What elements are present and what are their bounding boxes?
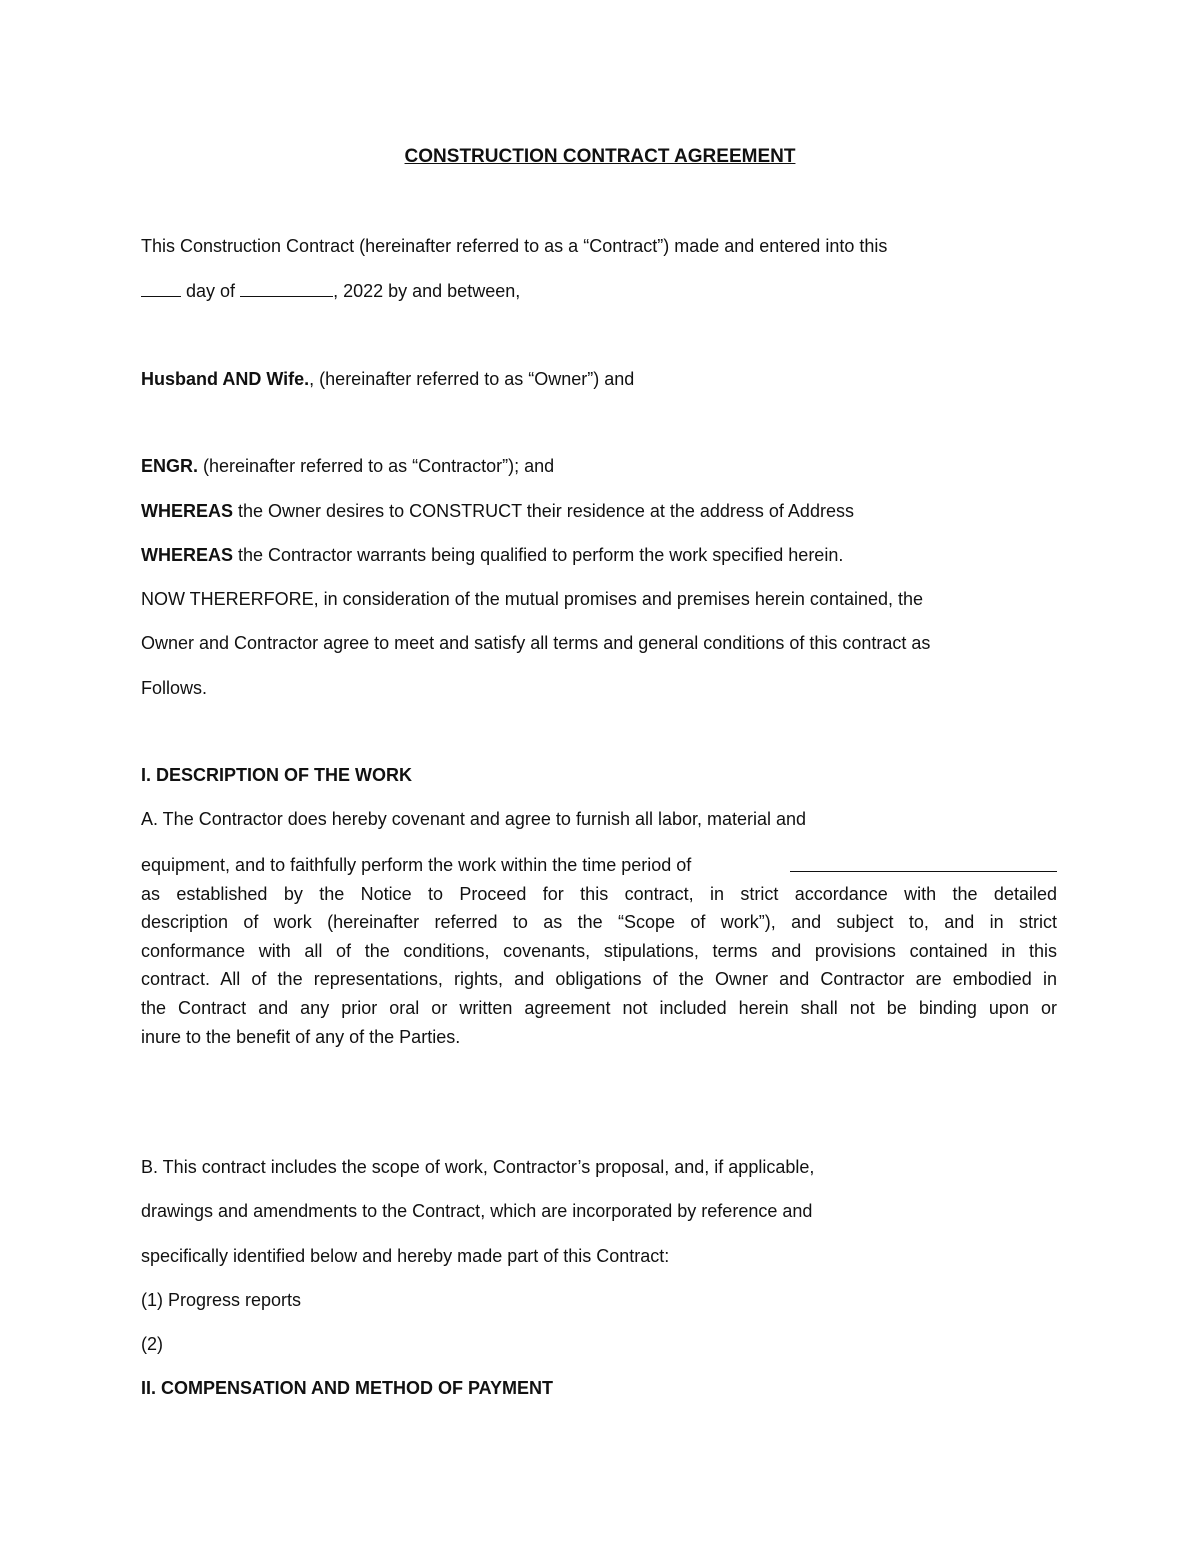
whereas-keyword: WHEREAS <box>141 545 234 565</box>
owner-name: Husband AND Wife. <box>141 369 310 389</box>
clause-b-line-1: B. This contract includes the scope of work, Contractor’s proposal, and, if applicable, <box>141 1157 815 1177</box>
intro-line-1: This Construction Contract (hereinafter referred to as a “Contract”) made and entered into this <box>141 236 888 256</box>
clause-a-para-line: inure to the benefit of any of the Parties. <box>141 1026 461 1047</box>
contractor-name: ENGR. <box>141 456 199 476</box>
contractor-text: (hereinafter referred to as “Contractor”); and <box>198 456 555 476</box>
list-item-1: (1) Progress reports <box>141 1290 302 1310</box>
clause-a-para-line: description of work (hereinafter referred to as the “Scope of work”), and subject to, and in strict <box>141 912 1057 933</box>
section-1-heading: I. DESCRIPTION OF THE WORK <box>141 765 413 785</box>
now-therefore-line-3: Follows. <box>141 678 208 698</box>
intro-day-of: day of <box>186 281 236 301</box>
whereas-keyword: WHEREAS <box>141 501 234 521</box>
contractor-line <box>141 455 554 477</box>
whereas-contractor-text: the Contractor warrants being qualified to perform the work specified herein. <box>233 545 844 565</box>
owner-line <box>141 368 634 390</box>
clause-a-para-line: as established by the Notice to Proceed for this contract, in strict accordance with the detailed <box>141 883 1057 904</box>
whereas-owner-text: the Owner desires to CONSTRUCT their residence at the address of Address <box>233 501 854 521</box>
intro-line-2 <box>141 280 520 302</box>
clause-a-para-line: contract. All of the representations, rights, and obligations of the Owner and Contractor are embodied in <box>141 969 1057 990</box>
clause-a-paragraph <box>141 851 1057 1051</box>
clause-b-line-2: drawings and amendments to the Contract, which are incorporated by reference and <box>141 1201 813 1221</box>
intro-year: , 2022 by and between, <box>333 281 521 301</box>
time-period-blank <box>790 855 1057 872</box>
document-title: CONSTRUCTION CONTRACT AGREEMENT <box>404 146 796 167</box>
month-blank <box>240 280 333 297</box>
clause-b-line-3: specifically identified below and hereby made part of this Contract: <box>141 1246 670 1266</box>
clause-a-para-line: conformance with all of the conditions, covenants, stipulations, terms and provisions contained in this <box>141 940 1057 961</box>
section-2-heading: II. COMPENSATION AND METHOD OF PAYMENT <box>141 1378 554 1398</box>
owner-text: , (hereinafter referred to as “Owner”) and <box>309 369 635 389</box>
clause-a-line-1: A. The Contractor does hereby covenant and agree to furnish all labor, material and <box>141 809 807 829</box>
clause-a-line-2 <box>141 851 1057 880</box>
now-therefore-line-1: NOW THERERFORE, in consideration of the mutual promises and premises herein contained, the <box>141 589 924 609</box>
whereas-contractor-line <box>141 544 843 566</box>
list-item-2: (2) <box>141 1334 163 1354</box>
whereas-owner-line <box>141 500 854 522</box>
clause-a-para-line: the Contract and any prior oral or written agreement not included herein shall not be binding upon or <box>141 997 1057 1018</box>
time-period-text: equipment, and to faithfully perform the work within the time period of <box>141 855 692 875</box>
now-therefore-line-2: Owner and Contractor agree to meet and satisfy all terms and general conditions of this contract as <box>141 633 931 653</box>
day-blank <box>141 280 181 297</box>
